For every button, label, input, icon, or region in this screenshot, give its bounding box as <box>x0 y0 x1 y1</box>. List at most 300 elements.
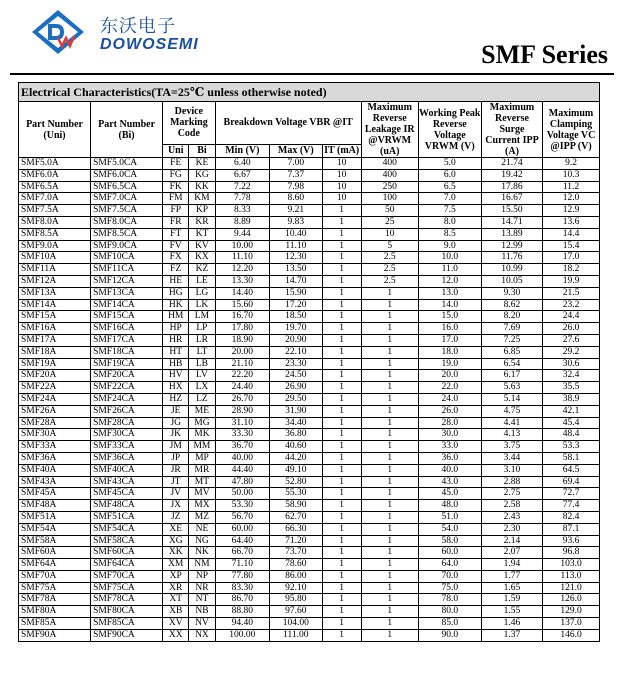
cell-it: 1 <box>322 629 361 641</box>
cell-vrwm: 8.5 <box>418 228 481 240</box>
cell-part-uni: SMF24A <box>19 393 91 405</box>
table-row <box>19 311 600 323</box>
cell-vbr-min: 21.10 <box>215 358 270 370</box>
cell-part-bi: SMF8.5CA <box>91 228 163 240</box>
header-part-uni: Part Number (Uni) <box>19 102 91 158</box>
cell-vc: 17.0 <box>543 252 600 264</box>
table-row <box>19 216 600 228</box>
cell-vrwm: 6.5 <box>418 181 481 193</box>
table-row <box>19 382 600 394</box>
cell-vrwm: 45.0 <box>418 488 481 500</box>
cell-ipp: 16.67 <box>481 193 542 205</box>
cell-vc: 48.4 <box>543 429 600 441</box>
cell-part-uni: SMF6.0A <box>19 169 91 181</box>
cell-it: 1 <box>322 323 361 335</box>
cell-part-bi: SMF51CA <box>91 511 163 523</box>
cell-vc: 15.4 <box>543 240 600 252</box>
cell-marking-uni: HM <box>163 311 189 323</box>
cell-part-uni: SMF11A <box>19 264 91 276</box>
table-row <box>19 205 600 217</box>
cell-part-uni: SMF43A <box>19 476 91 488</box>
cell-vbr-max: 20.90 <box>270 334 322 346</box>
cell-vbr-max: 7.00 <box>270 158 322 170</box>
cell-leakage: 2.5 <box>361 264 418 276</box>
cell-ipp: 4.75 <box>481 405 542 417</box>
cell-marking-uni: XT <box>163 594 189 606</box>
cell-vbr-min: 17.80 <box>215 323 270 335</box>
cell-vrwm: 54.0 <box>418 523 481 535</box>
cell-it: 1 <box>322 240 361 252</box>
cell-vbr-max: 24.50 <box>270 370 322 382</box>
table-row <box>19 441 600 453</box>
cell-leakage: 1 <box>361 393 418 405</box>
cell-it: 10 <box>322 158 361 170</box>
cell-part-uni: SMF6.5A <box>19 181 91 193</box>
cell-vbr-max: 44.20 <box>270 452 322 464</box>
cell-vrwm: 19.0 <box>418 358 481 370</box>
cell-ipp: 5.63 <box>481 382 542 394</box>
cell-part-bi: SMF60CA <box>91 547 163 559</box>
cell-part-uni: SMF33A <box>19 441 91 453</box>
cell-it: 1 <box>322 429 361 441</box>
cell-vbr-max: 111.00 <box>270 629 322 641</box>
cell-it: 1 <box>322 393 361 405</box>
cell-it: 1 <box>322 582 361 594</box>
cell-marking-bi: LK <box>189 299 215 311</box>
cell-part-bi: SMF6.5CA <box>91 181 163 193</box>
cell-leakage: 1 <box>361 405 418 417</box>
cell-it: 1 <box>322 299 361 311</box>
cell-ipp: 7.69 <box>481 323 542 335</box>
cell-marking-uni: FR <box>163 216 189 228</box>
cell-vc: 53.3 <box>543 441 600 453</box>
cell-part-bi: SMF43CA <box>91 476 163 488</box>
cell-vc: 32.4 <box>543 370 600 382</box>
cell-vbr-min: 44.40 <box>215 464 270 476</box>
cell-part-uni: SMF15A <box>19 311 91 323</box>
cell-vrwm: 40.0 <box>418 464 481 476</box>
cell-leakage: 1 <box>361 323 418 335</box>
header-ipp: Maximum Reverse Surge Current IPP (A) <box>481 102 542 158</box>
cell-vc: 23.2 <box>543 299 600 311</box>
cell-it: 1 <box>322 382 361 394</box>
cell-vc: 11.2 <box>543 181 600 193</box>
header-marking: Device Marking Code <box>163 102 215 145</box>
cell-marking-uni: JK <box>163 429 189 441</box>
cell-marking-uni: JR <box>163 464 189 476</box>
table-row <box>19 358 600 370</box>
cell-marking-bi: MP <box>189 452 215 464</box>
cell-marking-uni: FV <box>163 240 189 252</box>
cell-vbr-min: 64.40 <box>215 535 270 547</box>
cell-vbr-max: 29.50 <box>270 393 322 405</box>
cell-ipp: 4.13 <box>481 429 542 441</box>
cell-marking-bi: MX <box>189 500 215 512</box>
table-row <box>19 511 600 523</box>
cell-leakage: 1 <box>361 535 418 547</box>
table-row <box>19 452 600 464</box>
cell-part-bi: SMF36CA <box>91 452 163 464</box>
cell-it: 1 <box>322 346 361 358</box>
cell-vbr-min: 14.40 <box>215 287 270 299</box>
table-row <box>19 500 600 512</box>
cell-leakage: 1 <box>361 299 418 311</box>
cell-marking-bi: KR <box>189 216 215 228</box>
cell-it: 1 <box>322 216 361 228</box>
cell-part-bi: SMF5.0CA <box>91 158 163 170</box>
cell-vbr-max: 104.00 <box>270 618 322 630</box>
cell-leakage: 50 <box>361 205 418 217</box>
cell-marking-bi: KM <box>189 193 215 205</box>
cell-vc: 87.1 <box>543 523 600 535</box>
cell-vbr-max: 36.80 <box>270 429 322 441</box>
cell-vrwm: 33.0 <box>418 441 481 453</box>
cell-vrwm: 85.0 <box>418 618 481 630</box>
cell-vrwm: 80.0 <box>418 606 481 618</box>
cell-vbr-max: 55.30 <box>270 488 322 500</box>
cell-part-bi: SMF6.0CA <box>91 169 163 181</box>
cell-vc: 38.9 <box>543 393 600 405</box>
header-min: Min (V) <box>215 144 270 157</box>
cell-part-bi: SMF17CA <box>91 334 163 346</box>
cell-vc: 72.7 <box>543 488 600 500</box>
cell-ipp: 2.30 <box>481 523 542 535</box>
cell-vc: 29.2 <box>543 346 600 358</box>
cell-marking-bi: LM <box>189 311 215 323</box>
header-vc: Maximum Clamping Voltage VC @IPP (V) <box>543 102 600 158</box>
cell-marking-uni: XG <box>163 535 189 547</box>
cell-vbr-min: 11.10 <box>215 252 270 264</box>
cell-marking-uni: FK <box>163 181 189 193</box>
cell-marking-uni: XE <box>163 523 189 535</box>
cell-ipp: 8.62 <box>481 299 542 311</box>
cell-vbr-max: 26.90 <box>270 382 322 394</box>
cell-vc: 21.5 <box>543 287 600 299</box>
cell-ipp: 5.14 <box>481 393 542 405</box>
cell-part-bi: SMF45CA <box>91 488 163 500</box>
cell-ipp: 13.89 <box>481 228 542 240</box>
cell-it: 1 <box>322 264 361 276</box>
cell-vbr-max: 22.10 <box>270 346 322 358</box>
cell-ipp: 7.25 <box>481 334 542 346</box>
cell-vc: 126.0 <box>543 594 600 606</box>
table-row <box>19 228 600 240</box>
cell-marking-uni: JP <box>163 452 189 464</box>
cell-vbr-min: 33.30 <box>215 429 270 441</box>
cell-marking-uni: HZ <box>163 393 189 405</box>
cell-vbr-min: 18.90 <box>215 334 270 346</box>
cell-part-bi: SMF80CA <box>91 606 163 618</box>
cell-ipp: 11.76 <box>481 252 542 264</box>
cell-vrwm: 14.0 <box>418 299 481 311</box>
cell-ipp: 2.14 <box>481 535 542 547</box>
cell-marking-bi: KV <box>189 240 215 252</box>
cell-vrwm: 11.0 <box>418 264 481 276</box>
cell-part-uni: SMF85A <box>19 618 91 630</box>
cell-it: 10 <box>322 181 361 193</box>
cell-vc: 137.0 <box>543 618 600 630</box>
cell-part-bi: SMF30CA <box>91 429 163 441</box>
table-row <box>19 334 600 346</box>
cell-vbr-max: 7.98 <box>270 181 322 193</box>
cell-ipp: 3.10 <box>481 464 542 476</box>
cell-part-bi: SMF9.0CA <box>91 240 163 252</box>
cell-vbr-min: 94.40 <box>215 618 270 630</box>
cell-vrwm: 8.0 <box>418 216 481 228</box>
cell-ipp: 19.42 <box>481 169 542 181</box>
cell-it: 1 <box>322 441 361 453</box>
cell-part-uni: SMF9.0A <box>19 240 91 252</box>
cell-marking-bi: NM <box>189 559 215 571</box>
table-row <box>19 464 600 476</box>
cell-vbr-max: 15.90 <box>270 287 322 299</box>
cell-marking-bi: MT <box>189 476 215 488</box>
cell-vbr-max: 97.60 <box>270 606 322 618</box>
table-row <box>19 158 600 170</box>
cell-ipp: 3.44 <box>481 452 542 464</box>
table-row <box>19 417 600 429</box>
cell-leakage: 1 <box>361 618 418 630</box>
cell-vbr-min: 26.70 <box>215 393 270 405</box>
cell-part-uni: SMF45A <box>19 488 91 500</box>
cell-vc: 10.3 <box>543 169 600 181</box>
company-name-en: DOWOSEMI <box>100 36 199 53</box>
cell-leakage: 1 <box>361 523 418 535</box>
cell-marking-bi: KX <box>189 252 215 264</box>
cell-vc: 146.0 <box>543 629 600 641</box>
cell-marking-uni: XB <box>163 606 189 618</box>
cell-marking-uni: JE <box>163 405 189 417</box>
cell-vbr-min: 71.10 <box>215 559 270 571</box>
cell-marking-bi: NE <box>189 523 215 535</box>
cell-vbr-min: 13.30 <box>215 275 270 287</box>
table-row <box>19 323 600 335</box>
cell-ipp: 4.41 <box>481 417 542 429</box>
cell-it: 1 <box>322 205 361 217</box>
cell-it: 1 <box>322 594 361 606</box>
cell-vrwm: 28.0 <box>418 417 481 429</box>
cell-ipp: 1.59 <box>481 594 542 606</box>
cell-marking-bi: LX <box>189 382 215 394</box>
cell-marking-bi: KZ <box>189 264 215 276</box>
cell-it: 1 <box>322 287 361 299</box>
cell-leakage: 1 <box>361 500 418 512</box>
cell-ipp: 21.74 <box>481 158 542 170</box>
cell-leakage: 1 <box>361 488 418 500</box>
cell-vc: 42.1 <box>543 405 600 417</box>
cell-vbr-min: 16.70 <box>215 311 270 323</box>
cell-ipp: 6.85 <box>481 346 542 358</box>
cell-part-bi: SMF16CA <box>91 323 163 335</box>
cell-vc: 64.5 <box>543 464 600 476</box>
cell-ipp: 9.30 <box>481 287 542 299</box>
cell-vbr-max: 12.30 <box>270 252 322 264</box>
cell-marking-bi: MZ <box>189 511 215 523</box>
table-row <box>19 299 600 311</box>
cell-vbr-max: 49.10 <box>270 464 322 476</box>
table-row <box>19 618 600 630</box>
cell-vbr-min: 77.80 <box>215 570 270 582</box>
cell-leakage: 1 <box>361 417 418 429</box>
cell-vbr-min: 31.10 <box>215 417 270 429</box>
cell-marking-bi: LT <box>189 346 215 358</box>
cell-marking-bi: LG <box>189 287 215 299</box>
cell-vbr-max: 9.83 <box>270 216 322 228</box>
cell-it: 1 <box>322 511 361 523</box>
header-max: Max (V) <box>270 144 322 157</box>
cell-part-bi: SMF33CA <box>91 441 163 453</box>
cell-part-bi: SMF14CA <box>91 299 163 311</box>
cell-ipp: 2.43 <box>481 511 542 523</box>
cell-part-uni: SMF5.0A <box>19 158 91 170</box>
cell-marking-bi: KE <box>189 158 215 170</box>
cell-leakage: 1 <box>361 606 418 618</box>
cell-part-uni: SMF70A <box>19 570 91 582</box>
cell-marking-bi: NR <box>189 582 215 594</box>
table-row <box>19 570 600 582</box>
cell-vbr-max: 95.80 <box>270 594 322 606</box>
cell-marking-bi: LP <box>189 323 215 335</box>
cell-marking-uni: FZ <box>163 264 189 276</box>
cell-part-uni: SMF19A <box>19 358 91 370</box>
table-row <box>19 370 600 382</box>
cell-leakage: 1 <box>361 346 418 358</box>
cell-vc: 12.9 <box>543 205 600 217</box>
cell-leakage: 2.5 <box>361 275 418 287</box>
table-row <box>19 488 600 500</box>
header-breakdown: Breakdown Voltage VBR @IT <box>215 102 361 145</box>
cell-part-uni: SMF64A <box>19 559 91 571</box>
cell-vrwm: 22.0 <box>418 382 481 394</box>
cell-it: 10 <box>322 169 361 181</box>
cell-vc: 96.8 <box>543 547 600 559</box>
cell-marking-bi: NV <box>189 618 215 630</box>
cell-vbr-max: 34.40 <box>270 417 322 429</box>
cell-leakage: 5 <box>361 240 418 252</box>
cell-marking-uni: HB <box>163 358 189 370</box>
cell-it: 1 <box>322 252 361 264</box>
cell-vrwm: 70.0 <box>418 570 481 582</box>
cell-leakage: 1 <box>361 570 418 582</box>
cell-part-uni: SMF36A <box>19 452 91 464</box>
cell-vbr-min: 66.70 <box>215 547 270 559</box>
cell-leakage: 10 <box>361 228 418 240</box>
cell-vc: 9.2 <box>543 158 600 170</box>
table-row <box>19 523 600 535</box>
cell-vbr-min: 56.70 <box>215 511 270 523</box>
table-row <box>19 252 600 264</box>
cell-vbr-max: 9.21 <box>270 205 322 217</box>
cell-vbr-max: 40.60 <box>270 441 322 453</box>
cell-part-uni: SMF54A <box>19 523 91 535</box>
cell-vc: 27.6 <box>543 334 600 346</box>
cell-leakage: 1 <box>361 429 418 441</box>
cell-leakage: 100 <box>361 193 418 205</box>
cell-vbr-min: 20.00 <box>215 346 270 358</box>
cell-vbr-min: 83.30 <box>215 582 270 594</box>
cell-part-uni: SMF58A <box>19 535 91 547</box>
cell-vrwm: 7.0 <box>418 193 481 205</box>
cell-part-bi: SMF28CA <box>91 417 163 429</box>
cell-vbr-min: 8.33 <box>215 205 270 217</box>
cell-marking-bi: NB <box>189 606 215 618</box>
cell-marking-uni: XP <box>163 570 189 582</box>
table-row <box>19 181 600 193</box>
cell-part-bi: SMF11CA <box>91 264 163 276</box>
cell-marking-uni: HG <box>163 287 189 299</box>
cell-part-uni: SMF30A <box>19 429 91 441</box>
cell-ipp: 6.54 <box>481 358 542 370</box>
cell-vrwm: 13.0 <box>418 287 481 299</box>
cell-ipp: 12.99 <box>481 240 542 252</box>
cell-ipp: 10.99 <box>481 264 542 276</box>
cell-marking-uni: XR <box>163 582 189 594</box>
table-row <box>19 287 600 299</box>
cell-marking-bi: MM <box>189 441 215 453</box>
cell-vc: 77.4 <box>543 500 600 512</box>
cell-leakage: 25 <box>361 216 418 228</box>
header-leakage: Maximum Reverse Leakage IR @VRWM (uA) <box>361 102 418 158</box>
cell-vc: 103.0 <box>543 559 600 571</box>
cell-ipp: 1.77 <box>481 570 542 582</box>
table-row <box>19 405 600 417</box>
cell-vrwm: 16.0 <box>418 323 481 335</box>
cell-part-bi: SMF26CA <box>91 405 163 417</box>
cell-vc: 58.1 <box>543 452 600 464</box>
cell-it: 1 <box>322 417 361 429</box>
cell-vrwm: 17.0 <box>418 334 481 346</box>
cell-vbr-min: 15.60 <box>215 299 270 311</box>
cell-marking-bi: KG <box>189 169 215 181</box>
cell-part-bi: SMF15CA <box>91 311 163 323</box>
cell-vbr-min: 86.70 <box>215 594 270 606</box>
cell-marking-bi: MG <box>189 417 215 429</box>
cell-marking-uni: JZ <box>163 511 189 523</box>
cell-vrwm: 64.0 <box>418 559 481 571</box>
header-marking-uni: Uni <box>163 144 189 157</box>
cell-part-uni: SMF7.5A <box>19 205 91 217</box>
cell-part-bi: SMF70CA <box>91 570 163 582</box>
cell-marking-bi: LB <box>189 358 215 370</box>
cell-part-uni: SMF78A <box>19 594 91 606</box>
cell-vrwm: 6.0 <box>418 169 481 181</box>
cell-leakage: 1 <box>361 464 418 476</box>
cell-marking-uni: HP <box>163 323 189 335</box>
cell-it: 1 <box>322 405 361 417</box>
cell-vc: 12.0 <box>543 193 600 205</box>
cell-it: 1 <box>322 464 361 476</box>
cell-vbr-max: 13.50 <box>270 264 322 276</box>
table-row <box>19 275 600 287</box>
cell-vrwm: 90.0 <box>418 629 481 641</box>
cell-vbr-min: 47.80 <box>215 476 270 488</box>
header-vrwm: Working Peak Reverse Voltage VRWM (V) <box>418 102 481 158</box>
cell-vbr-max: 62.70 <box>270 511 322 523</box>
cell-marking-uni: XV <box>163 618 189 630</box>
cell-marking-bi: NT <box>189 594 215 606</box>
cell-leakage: 1 <box>361 311 418 323</box>
cell-part-uni: SMF26A <box>19 405 91 417</box>
cell-ipp: 10.05 <box>481 275 542 287</box>
table-row <box>19 629 600 641</box>
table-row <box>19 594 600 606</box>
cell-vrwm: 75.0 <box>418 582 481 594</box>
cell-part-uni: SMF60A <box>19 547 91 559</box>
cell-vbr-max: 18.50 <box>270 311 322 323</box>
cell-part-bi: SMF40CA <box>91 464 163 476</box>
cell-marking-uni: FE <box>163 158 189 170</box>
cell-marking-uni: XK <box>163 547 189 559</box>
